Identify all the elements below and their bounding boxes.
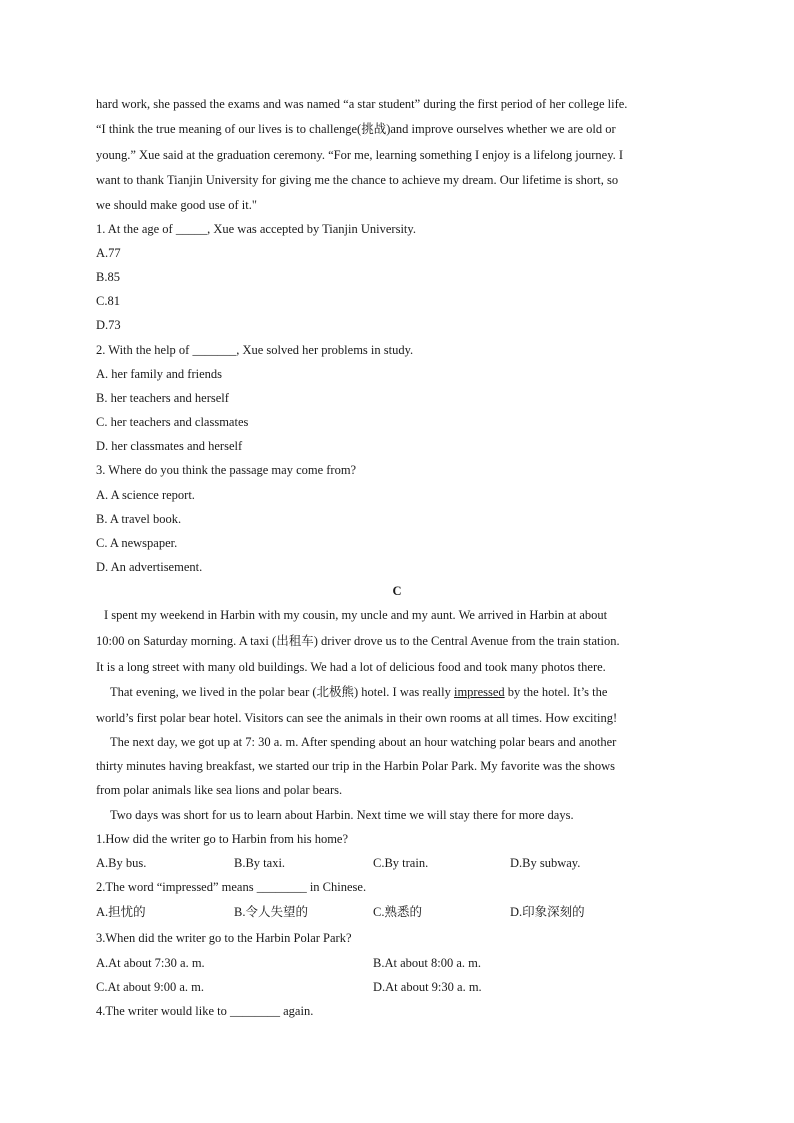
question-option: B.85 [96,270,120,284]
question-stem: 2. With the help of _______, Xue solved her problems in study. [96,343,414,357]
passage-line: Two days was short for us to learn about Harbin. Next time we will stay there for more days. [110,808,574,822]
question-option: C.By train. [373,856,429,870]
question-option: D.印象深刻的 [510,905,585,919]
question-option: C. A newspaper. [96,536,178,550]
question-option: D. her classmates and herself [96,439,243,453]
passage-line: want to thank Tianjin University for giving me the chance to achieve my dream. Our lifetime is short, so [96,173,619,187]
question-stem: 4.The writer would like to ________ again. [96,1004,314,1018]
question-option: B. A travel book. [96,512,182,526]
question-option: C.81 [96,294,120,308]
question-option: B.令人失望的 [234,905,308,919]
passage-text: by the hotel. It’s the [504,685,608,699]
question-option: A. A science report. [96,488,195,502]
question-option: A.担忧的 [96,905,146,919]
passage-line: hard work, she passed the exams and was named “a star student” during the first period of her college life. [96,97,628,111]
passage-line: 10:00 on Saturday morning. A taxi (出租车) driver drove us to the Central Avenue from the train station. [96,634,620,648]
passage-line: young.” Xue said at the graduation ceremony. “For me, learning something I enjoy is a lifelong journey. I [96,148,624,162]
passage-line: world’s first polar bear hotel. Visitors can see the animals in their own rooms at all times. How exciting! [96,711,618,725]
underlined-word: impressed [453,685,505,699]
passage-line: It is a long street with many old buildings. We had a lot of delicious food and took many photos there. [96,660,606,674]
passage-line [110,684,607,700]
passage-text: That evening, we lived in the polar bear (北极熊) hotel. I was really [110,685,454,699]
question-option: B. her teachers and herself [96,391,229,405]
question-option: A. her family and friends [96,367,223,381]
question-stem: 1. At the age of _____, Xue was accepted by Tianjin University. [96,222,416,236]
question-option: D.By subway. [510,856,581,870]
question-option: C.熟悉的 [373,905,422,919]
question-option: D.At about 9:30 a. m. [373,980,482,994]
passage-line: we should make good use of it." [96,198,257,212]
question-option: B.At about 8:00 a. m. [373,956,481,970]
question-option: B.By taxi. [234,856,286,870]
passage-line: thirty minutes having breakfast, we started our trip in the Harbin Polar Park. My favorite was the shows [96,759,615,773]
passage-line: I spent my weekend in Harbin with my cousin, my uncle and my aunt. We arrived in Harbin at about [104,608,608,622]
question-stem: 2.The word “impressed” means ________ in Chinese. [96,880,367,894]
question-option: A.By bus. [96,856,147,870]
question-option: A.77 [96,246,121,260]
question-stem: 3.When did the writer go to the Harbin Polar Park? [96,931,352,945]
question-option: C. her teachers and classmates [96,415,249,429]
question-stem: 1.How did the writer go to Harbin from his home? [96,832,349,846]
question-option: D.73 [96,318,121,332]
question-stem: 3. Where do you think the passage may come from? [96,463,357,477]
question-option: D. An advertisement. [96,560,203,574]
section-heading: C [392,584,402,598]
passage-line: The next day, we got up at 7: 30 a. m. After spending about an hour watching polar bears and another [110,735,617,749]
passage-line: “I think the true meaning of our lives is to challenge(挑战)and improve ourselves whether we are old or [96,122,616,136]
passage-line: from polar animals like sea lions and polar bears. [96,783,343,797]
question-option: A.At about 7:30 a. m. [96,956,205,970]
question-option: C.At about 9:00 a. m. [96,980,204,994]
